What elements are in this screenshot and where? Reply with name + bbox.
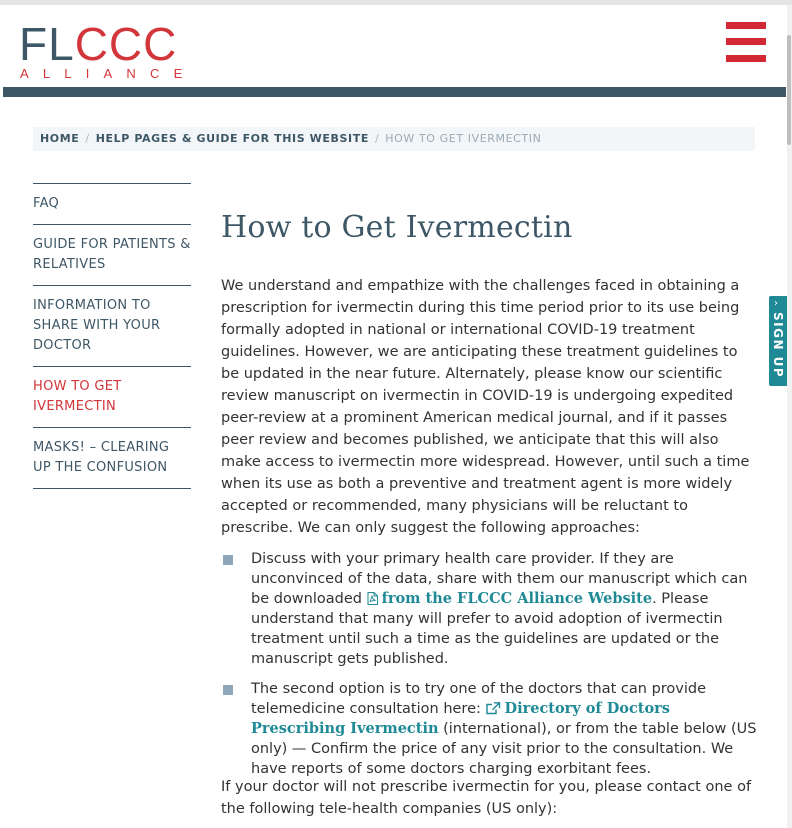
menu-bar (726, 55, 766, 62)
sidebar-item-guide-for-patients[interactable]: GUIDE FOR PATIENTS & RELATIVES (33, 225, 191, 286)
doctor-directory-link[interactable]: Directory of Doctors Prescribing Ivermectin (251, 700, 670, 737)
breadcrumb-separator: / (374, 132, 380, 145)
sidebar-item-masks[interactable]: MASKS! – CLEARING UP THE CONFUSION (33, 428, 191, 489)
flccc-logo[interactable] (19, 18, 197, 81)
square-bullet-icon (223, 685, 233, 695)
logo-wordmark: FLCCC (19, 18, 178, 70)
external-link-icon (486, 702, 501, 715)
sign-up-tab[interactable] (769, 296, 787, 386)
list-item: The second option is to try one of the doctors that can provide telemedicine consultation here: Directory of Doctors Prescribing Ivermectin (international), or from the table below (US only) — Confirm the price of any visit prior to the consultation. We have reports of some doctors charging exorbitant fees. (221, 679, 761, 779)
flccc-website-link[interactable]: from the FLCCC Alliance Website (367, 590, 653, 607)
page-scrollbar[interactable] (787, 5, 792, 828)
scrollbar-thumb[interactable] (787, 35, 791, 145)
menu-bar (726, 22, 766, 29)
sidebar-item-faq[interactable]: FAQ (33, 184, 191, 225)
breadcrumb-home[interactable]: HOME (40, 132, 80, 145)
outro-paragraph: If your doctor will not prescribe ivermectin for you, please contact one of the following tele-health companies (US only): (221, 779, 752, 817)
header-bar (3, 87, 786, 97)
sidebar-item-how-to-get-ivermectin[interactable]: HOW TO GET IVERMECTIN (33, 367, 191, 428)
breadcrumb-current: HOW TO GET IVERMECTIN (385, 132, 542, 145)
main-content (221, 205, 761, 817)
breadcrumb-help-pages[interactable]: HELP PAGES & GUIDE FOR THIS WEBSITE (95, 132, 369, 145)
sign-up-label: SIGN UP (771, 312, 785, 379)
square-bullet-icon (223, 555, 233, 565)
menu-bar (726, 38, 766, 45)
page-title: How to Get Ivermectin (221, 210, 573, 245)
pdf-file-icon (367, 592, 378, 605)
intro-paragraph: We understand and empathize with the challenges faced in obtaining a prescription for ivermectin during this time period prior to its use being formally adopted in national or international COVID-19 treatment guidelines. However, we are anticipating these treatment guidelines to be updated in the near future. Alternately, please know our scientific review manuscript on ivermectin in COVID-19 is undergoing expedited peer-review at a prominent American medical journal, and if it passes peer review and becomes published, we anticipate that this will also make access to ivermectin more widespread. However, until such a time when its use as both a preventive and treatment agent is more widely accepted or recommended, many physicians will be reluctant to prescribe. We can only suggest the following approaches: (221, 278, 750, 536)
site-header (0, 5, 787, 87)
hamburger-menu-icon[interactable] (726, 22, 766, 62)
approaches-list (221, 549, 761, 789)
breadcrumb (33, 127, 755, 151)
list-item: Discuss with your primary health care provider. If they are unconvinced of the data, share with them our manuscript which can be downloaded from the FLCCC Alliance Website. Please understand that many will prefer to avoid adoption of ivermectin treatment until such a time as the guidelines are updated or the manuscript gets published. (221, 549, 761, 669)
chevron-right-icon: › (774, 298, 778, 309)
sidebar-nav (33, 183, 191, 489)
breadcrumb-separator: / (85, 132, 90, 145)
sidebar-item-information-for-doctor[interactable]: INFORMATION TO SHARE WITH YOUR DOCTOR (33, 286, 191, 367)
logo-subtitle: ALLIANCE (20, 66, 197, 81)
